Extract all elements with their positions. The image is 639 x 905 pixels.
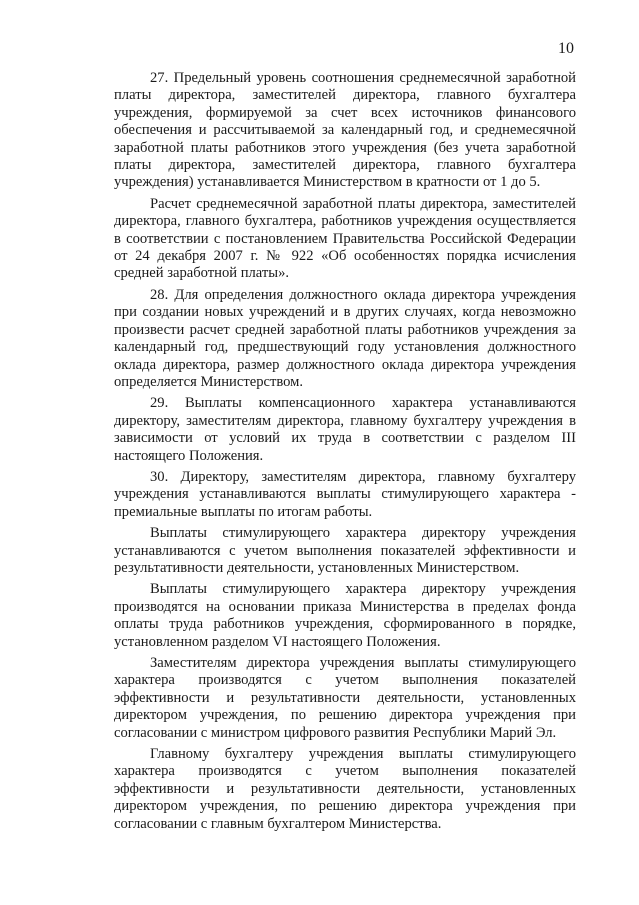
paragraph-director-incentives: Выплаты стимулирующего характера директору учреждения устанавливаются с учетом выполнения показателей эффективности и результативности деятельности, установленных Министерством.	[114, 525, 576, 576]
paragraph-deputy-incentives: Заместителям директора учреждения выплаты стимулирующего характера производятся с учетом выполнения показателей эффективности и результативности деятельности, установленных директором учреждения, по решению директора учреждения при согласовании с министром цифрового развития Республики Марий Эл.	[114, 655, 576, 741]
paragraph-27: 27. Предельный уровень соотношения среднемесячной заработной платы директора, заместителей директора, главного бухгалтера учреждения, формируемой за счет всех источников финансового обеспечения и рассчитываемой за календарный год, и среднемесячной заработной платы работников этого учреждения (без учета заработной платы директора, заместителей директора, главного бухгалтера учреждения) устанавливается Министерством в кратности от 1 до 5.	[114, 70, 576, 191]
paragraph-29: 29. Выплаты компенсационного характера устанавливаются директору, заместителям директора, главному бухгалтеру учреждения в зависимости от условий их труда в соответствии с разделом III настоящего Положения.	[114, 395, 576, 464]
paragraph-30: 30. Директору, заместителям директора, главному бухгалтеру учреждения устанавливаются выплаты стимулирующего характера - премиальные выплаты по итогам работы.	[114, 468, 576, 520]
paragraph-director-incentives-order: Выплаты стимулирующего характера директору учреждения производятся на основании приказа Министерства в пределах фонда оплаты труда работников учреждения, сформированного в порядке, установленном разделом VI настоящего Положения.	[114, 581, 576, 650]
paragraph-28: 28. Для определения должностного оклада директора учреждения при создании новых учреждений и в других случаях, когда невозможно произвести расчет средней заработной платы работников учреждения за календарный год, предшествующий году установления должностного оклада директора, размер должностного оклада директора учреждения определяется Министерством.	[114, 286, 576, 390]
paragraph-chief-accountant-incentives: Главному бухгалтеру учреждения выплаты стимулирующего характера производятся с учетом выполнения показателей эффективности и результативности деятельности, установленных директором учреждения, по решению директора учреждения при согласовании с главным бухгалтером Министерства.	[114, 746, 576, 832]
paragraph-salary-calculation: Расчет среднемесячной заработной платы директора, заместителей директора, главного бухгалтера, работников учреждения осуществляется в соответствии с постановлением Правительства Российской Федерации от 24 декабря 2007 г. № 922 «Об особенностях порядка исчисления средней заработной платы».	[114, 195, 576, 282]
page-number: 10	[558, 40, 574, 57]
document-body	[114, 70, 576, 833]
